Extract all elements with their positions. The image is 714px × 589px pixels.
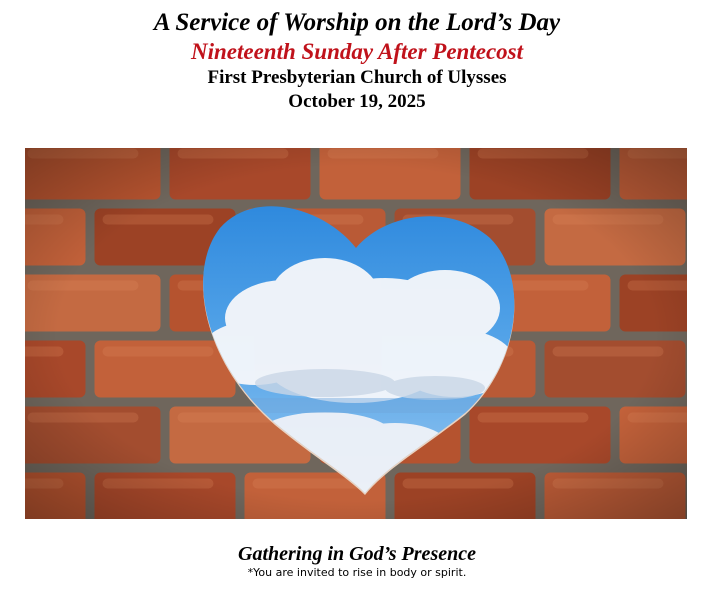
church-name: First Presbyterian Church of Ulysses bbox=[207, 67, 507, 88]
bulletin-header bbox=[0, 8, 714, 114]
page-title: A Service of Worship on the Lord’s Day bbox=[153, 9, 561, 36]
heart-in-brick-wall-icon bbox=[25, 148, 687, 519]
gathering-section bbox=[0, 542, 714, 580]
service-date: October 19, 2025 bbox=[288, 91, 426, 112]
cover-image bbox=[25, 148, 687, 519]
rise-note: *You are invited to rise in body or spirit. bbox=[247, 566, 467, 579]
section-title: Gathering in God’s Presence bbox=[238, 543, 476, 565]
page-subtitle: Nineteenth Sunday After Pentecost bbox=[190, 39, 523, 64]
